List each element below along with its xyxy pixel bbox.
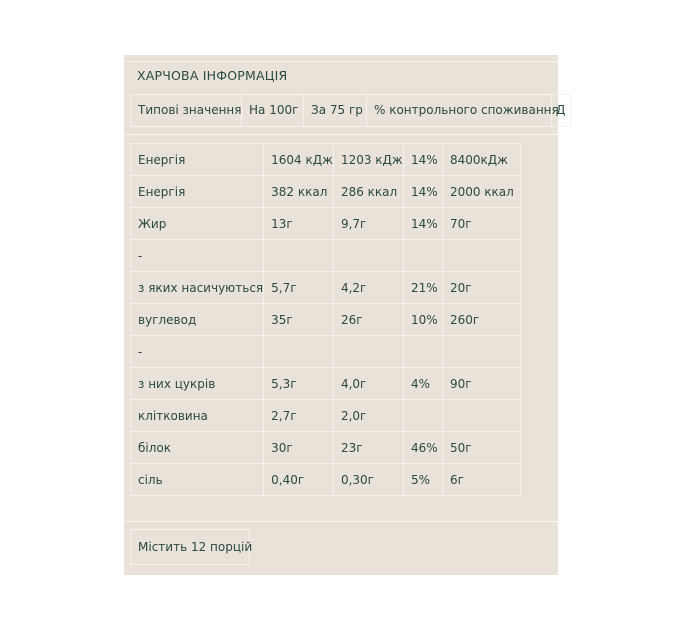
nutrient-name: Енергія <box>131 144 264 176</box>
value-percent: 21% <box>403 272 442 304</box>
value-per-75g: 9,7г <box>333 208 403 240</box>
table-row <box>131 272 521 304</box>
value-per-100g: 1604 кДж <box>264 144 334 176</box>
value-per-75g: 286 ккал <box>333 176 403 208</box>
nutrient-name: з яких насичуються <box>131 272 264 304</box>
nutrient-name: - <box>131 336 264 368</box>
table-row <box>131 208 521 240</box>
value-percent: 46% <box>403 432 442 464</box>
value-reference: 8400кДж <box>442 144 520 176</box>
value-reference: 90г <box>442 368 520 400</box>
value-percent: 14% <box>403 144 442 176</box>
table-row <box>131 240 521 272</box>
value-per-75g: 23г <box>333 432 403 464</box>
nutrient-name: клітковина <box>131 400 264 432</box>
nutrient-name: Енергія <box>131 176 264 208</box>
value-reference: 6г <box>442 464 520 496</box>
header-per-75g: За 75 гр <box>303 94 367 127</box>
value-per-100g: 30г <box>264 432 334 464</box>
value-reference <box>442 400 520 432</box>
table-row <box>131 336 521 368</box>
value-percent: 10% <box>403 304 442 336</box>
nutrient-name: білок <box>131 432 264 464</box>
value-percent: 14% <box>403 176 442 208</box>
nutrient-name: Жир <box>131 208 264 240</box>
value-reference: 260г <box>442 304 520 336</box>
header-per-100g: На 100г <box>241 94 304 127</box>
divider <box>124 134 558 135</box>
value-percent <box>403 400 442 432</box>
nutrient-name: вуглевод <box>131 304 264 336</box>
value-per-100g: 0,40г <box>264 464 334 496</box>
nutrition-panel <box>124 55 566 575</box>
value-reference: 20г <box>442 272 520 304</box>
nutrition-table <box>130 143 521 496</box>
value-reference <box>442 336 520 368</box>
value-percent: 14% <box>403 208 442 240</box>
value-percent: 5% <box>403 464 442 496</box>
value-per-75g: 2,0г <box>333 400 403 432</box>
value-per-75g <box>333 336 403 368</box>
value-per-75g: 26г <box>333 304 403 336</box>
value-per-100g: 13г <box>264 208 334 240</box>
nutrient-name: - <box>131 240 264 272</box>
value-per-100g <box>264 336 334 368</box>
value-percent <box>403 336 442 368</box>
table-row <box>131 304 521 336</box>
value-reference <box>442 240 520 272</box>
value-reference: 50г <box>442 432 520 464</box>
table-row <box>131 368 521 400</box>
header-truncated: Д <box>551 94 571 127</box>
value-per-100g: 382 ккал <box>264 176 334 208</box>
value-reference: 2000 ккал <box>442 176 520 208</box>
nutrition-title: ХАРЧОВА ІНФОРМАЦІЯ <box>137 68 288 83</box>
divider <box>124 521 558 522</box>
table-row <box>131 176 521 208</box>
value-percent <box>403 240 442 272</box>
nutrient-name: з них цукрів <box>131 368 264 400</box>
value-per-100g: 35г <box>264 304 334 336</box>
value-per-75g <box>333 240 403 272</box>
value-per-75g: 1203 кДж <box>333 144 403 176</box>
value-per-75g: 4,2г <box>333 272 403 304</box>
header-typical-values: Типові значення <box>130 94 242 127</box>
table-row <box>131 400 521 432</box>
value-percent: 4% <box>403 368 442 400</box>
value-per-100g: 5,3г <box>264 368 334 400</box>
header-reference-intake: % контрольного споживання <box>366 94 552 127</box>
nutrient-name: сіль <box>131 464 264 496</box>
table-row <box>131 432 521 464</box>
value-per-100g: 5,7г <box>264 272 334 304</box>
value-per-75g: 4,0г <box>333 368 403 400</box>
value-per-75g: 0,30г <box>333 464 403 496</box>
value-per-100g <box>264 240 334 272</box>
table-row <box>131 144 521 176</box>
value-reference: 70г <box>442 208 520 240</box>
table-row <box>131 464 521 496</box>
value-per-100g: 2,7г <box>264 400 334 432</box>
divider <box>124 61 558 62</box>
servings-note: Містить 12 порцій <box>130 529 250 565</box>
